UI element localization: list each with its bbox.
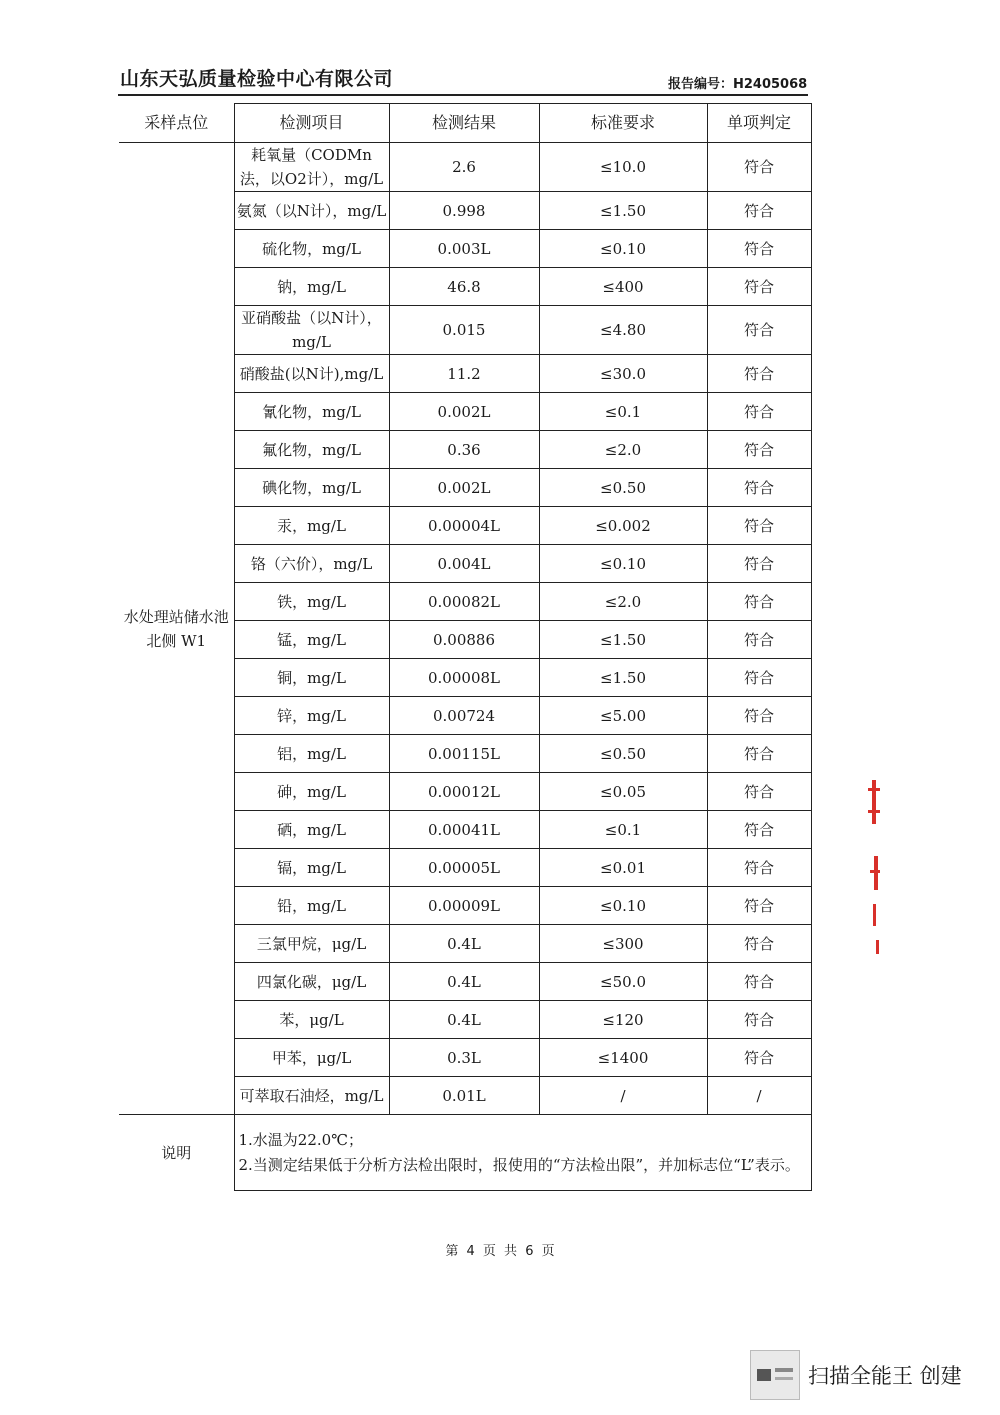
standard-requirement-cell: ≤1.50 xyxy=(539,659,707,697)
test-result-cell: 0.00041L xyxy=(389,811,539,849)
sampling-location: 水处理站储水池北侧 W1 xyxy=(119,143,234,1115)
red-stamp-fragment xyxy=(866,780,884,960)
column-header-location: 采样点位 xyxy=(119,104,234,143)
standard-requirement-cell: ≤30.0 xyxy=(539,355,707,393)
notes-label: 说明 xyxy=(119,1115,234,1191)
verdict-cell: 符合 xyxy=(707,925,811,963)
test-item-cell: 硫化物，mg/L xyxy=(234,230,389,268)
verdict-cell: 符合 xyxy=(707,621,811,659)
verdict-cell: 符合 xyxy=(707,143,811,192)
test-results-table xyxy=(119,103,812,1191)
report-number: 报告编号：H2405068 xyxy=(668,77,808,92)
standard-requirement-cell: ≤0.50 xyxy=(539,735,707,773)
test-item-cell: 甲苯，μg/L xyxy=(234,1039,389,1077)
test-item-cell: 铁，mg/L xyxy=(234,583,389,621)
test-item-cell: 铝，mg/L xyxy=(234,735,389,773)
standard-requirement-cell: ≤2.0 xyxy=(539,431,707,469)
verdict-cell: 符合 xyxy=(707,431,811,469)
verdict-cell: / xyxy=(707,1077,811,1115)
scanner-app-icon xyxy=(750,1350,800,1400)
test-result-cell: 0.998 xyxy=(389,192,539,230)
notes-row xyxy=(119,1115,811,1191)
standard-requirement-cell: ≤0.01 xyxy=(539,849,707,887)
test-item-cell: 砷，mg/L xyxy=(234,773,389,811)
header-divider xyxy=(118,94,808,96)
test-item-cell: 硒，mg/L xyxy=(234,811,389,849)
verdict-cell: 符合 xyxy=(707,849,811,887)
standard-requirement-cell: ≤0.50 xyxy=(539,469,707,507)
test-result-cell: 0.00012L xyxy=(389,773,539,811)
verdict-cell: 符合 xyxy=(707,545,811,583)
standard-requirement-cell: ≤2.0 xyxy=(539,583,707,621)
verdict-cell: 符合 xyxy=(707,659,811,697)
test-item-cell: 硝酸盐(以N计),mg/L xyxy=(234,355,389,393)
test-result-cell: 46.8 xyxy=(389,268,539,306)
standard-requirement-cell: ≤0.1 xyxy=(539,393,707,431)
note-line: 1.水温为22.0℃； xyxy=(238,1130,363,1149)
test-result-cell: 0.015 xyxy=(389,306,539,355)
test-result-cell: 2.6 xyxy=(389,143,539,192)
standard-requirement-cell: ≤1400 xyxy=(539,1039,707,1077)
test-item-cell: 镉，mg/L xyxy=(234,849,389,887)
standard-requirement-cell: ≤0.05 xyxy=(539,773,707,811)
verdict-cell: 符合 xyxy=(707,268,811,306)
verdict-cell: 符合 xyxy=(707,583,811,621)
standard-requirement-cell: ≤0.10 xyxy=(539,230,707,268)
test-item-cell: 耗氧量（CODMn法，以O2计），mg/L xyxy=(234,143,389,192)
verdict-cell: 符合 xyxy=(707,735,811,773)
test-item-cell: 碘化物，mg/L xyxy=(234,469,389,507)
test-item-cell: 氨氮（以N计），mg/L xyxy=(234,192,389,230)
column-header-standard: 标准要求 xyxy=(539,104,707,143)
standard-requirement-cell: ≤5.00 xyxy=(539,697,707,735)
table-row xyxy=(119,143,811,192)
scanner-watermark-text: 扫描全能王 创建 xyxy=(808,1364,962,1388)
test-item-cell: 氰化物，mg/L xyxy=(234,393,389,431)
test-result-cell: 0.3L xyxy=(389,1039,539,1077)
note-line: 2.当测定结果低于分析方法检出限时，报使用的“方法检出限”，并加标志位“L”表示。 xyxy=(238,1155,800,1174)
test-result-cell: 0.4L xyxy=(389,1001,539,1039)
column-header-result: 检测结果 xyxy=(389,104,539,143)
verdict-cell: 符合 xyxy=(707,773,811,811)
test-result-cell: 11.2 xyxy=(389,355,539,393)
test-result-cell: 0.00005L xyxy=(389,849,539,887)
standard-requirement-cell: ≤0.002 xyxy=(539,507,707,545)
test-result-cell: 0.002L xyxy=(389,469,539,507)
verdict-cell: 符合 xyxy=(707,355,811,393)
standard-requirement-cell: ≤1.50 xyxy=(539,621,707,659)
test-result-cell: 0.4L xyxy=(389,963,539,1001)
standard-requirement-cell: / xyxy=(539,1077,707,1115)
verdict-cell: 符合 xyxy=(707,1039,811,1077)
test-result-cell: 0.4L xyxy=(389,925,539,963)
verdict-cell: 符合 xyxy=(707,507,811,545)
standard-requirement-cell: ≤120 xyxy=(539,1001,707,1039)
column-header-item: 检测项目 xyxy=(234,104,389,143)
page-number: 第 4 页 共 6 页 xyxy=(445,1244,555,1259)
standard-requirement-cell: ≤10.0 xyxy=(539,143,707,192)
test-item-cell: 苯，μg/L xyxy=(234,1001,389,1039)
test-result-cell: 0.00886 xyxy=(389,621,539,659)
verdict-cell: 符合 xyxy=(707,811,811,849)
standard-requirement-cell: ≤1.50 xyxy=(539,192,707,230)
standard-requirement-cell: ≤4.80 xyxy=(539,306,707,355)
test-result-cell: 0.004L xyxy=(389,545,539,583)
test-result-cell: 0.00724 xyxy=(389,697,539,735)
notes-content xyxy=(234,1115,811,1191)
test-result-cell: 0.00009L xyxy=(389,887,539,925)
verdict-cell: 符合 xyxy=(707,306,811,355)
test-item-cell: 亚硝酸盐（以N计），mg/L xyxy=(234,306,389,355)
test-item-cell: 钠，mg/L xyxy=(234,268,389,306)
verdict-cell: 符合 xyxy=(707,192,811,230)
test-item-cell: 三氯甲烷，μg/L xyxy=(234,925,389,963)
test-item-cell: 四氯化碳，μg/L xyxy=(234,963,389,1001)
column-header-verdict: 单项判定 xyxy=(707,104,811,143)
test-item-cell: 锌，mg/L xyxy=(234,697,389,735)
scanner-watermark xyxy=(750,1350,962,1400)
verdict-cell: 符合 xyxy=(707,963,811,1001)
test-result-cell: 0.01L xyxy=(389,1077,539,1115)
test-item-cell: 铬（六价），mg/L xyxy=(234,545,389,583)
test-item-cell: 铅，mg/L xyxy=(234,887,389,925)
test-item-cell: 可萃取石油烃，mg/L xyxy=(234,1077,389,1115)
verdict-cell: 符合 xyxy=(707,697,811,735)
verdict-cell: 符合 xyxy=(707,469,811,507)
standard-requirement-cell: ≤0.10 xyxy=(539,887,707,925)
standard-requirement-cell: ≤0.1 xyxy=(539,811,707,849)
test-result-cell: 0.36 xyxy=(389,431,539,469)
test-result-cell: 0.002L xyxy=(389,393,539,431)
test-item-cell: 锰，mg/L xyxy=(234,621,389,659)
test-result-cell: 0.00004L xyxy=(389,507,539,545)
standard-requirement-cell: ≤50.0 xyxy=(539,963,707,1001)
standard-requirement-cell: ≤300 xyxy=(539,925,707,963)
verdict-cell: 符合 xyxy=(707,1001,811,1039)
test-result-cell: 0.00115L xyxy=(389,735,539,773)
test-result-cell: 0.00008L xyxy=(389,659,539,697)
test-item-cell: 氟化物，mg/L xyxy=(234,431,389,469)
table-header-row xyxy=(119,104,811,143)
test-result-cell: 0.00082L xyxy=(389,583,539,621)
test-item-cell: 铜，mg/L xyxy=(234,659,389,697)
verdict-cell: 符合 xyxy=(707,393,811,431)
test-result-cell: 0.003L xyxy=(389,230,539,268)
verdict-cell: 符合 xyxy=(707,230,811,268)
standard-requirement-cell: ≤400 xyxy=(539,268,707,306)
verdict-cell: 符合 xyxy=(707,887,811,925)
company-name: 山东天弘质量检验中心有限公司 xyxy=(120,68,394,90)
standard-requirement-cell: ≤0.10 xyxy=(539,545,707,583)
test-item-cell: 汞，mg/L xyxy=(234,507,389,545)
